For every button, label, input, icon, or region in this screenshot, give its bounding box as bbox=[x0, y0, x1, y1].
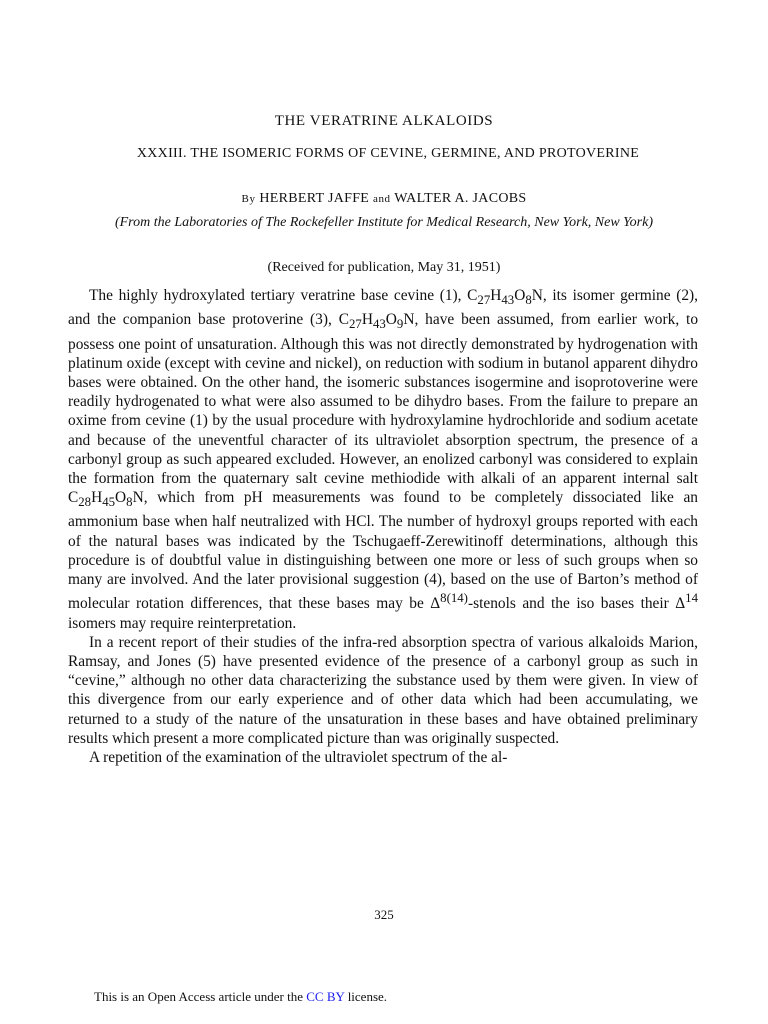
article-title: THE VERATRINE ALKALOIDS bbox=[274, 113, 494, 129]
license-suffix: license. bbox=[347, 989, 388, 1004]
article-body bbox=[68, 286, 698, 767]
by-label: By bbox=[241, 193, 256, 205]
author-jaffe: HERBERT JAFFE bbox=[259, 191, 370, 206]
paragraph-1: The highly hydroxylated tertiary veratrine base cevine (1), $C_{27}H_{43}O_8N$, its isomer germine (2), and the companion base protoverine (3), $C_{27}H_{43}O_9N$, have been assumed, from earlier work, to possess one point of unsaturation. Although this was not directly demonstrated by hydrogenation with platinum oxide (except with cevine and nickel), on reduction with sodium in butanol apparent dihydro bases were obtained. On the other hand, the isomeric substances isogermine and isoprotoverine were readily hydrogenated to what were also assumed to be dihydro bases. From the failure to prepare an oxime from cevine (1) by the usual procedure with hydroxylamine hydrochloride and sodium acetate and because of the uneventful character of its ultraviolet absorption spectrum, the presence of a carbonyl group as such appeared excluded. However, an enolized carbonyl was considered to explain the formation from the quaternary salt cevine methiodide with alkali of an apparent internal salt $C_{28}H_{45}O_8N$, which from pH measurements was found to be completely dissociated like an ammonium base when half neutralized with HCl. The number of hydroxyl groups reported with each of the natural bases was indicated by the Tschugaeff-Zerewitinoff determinations, although this procedure is of doubtful value in distinguishing between one more or less of such groups when so many are involved. And the later provisional suggestion (4), based on the use of Barton’s method of molecular rotation differences, that these bases may be $\Delta^{8(14)}$-stenols and the iso bases their $\Delta^{14}$ isomers may require reinterpretation. bbox=[68, 287, 699, 632]
author-jacobs: WALTER A. JACOBS bbox=[394, 191, 527, 206]
cc-by-link[interactable]: CC BY bbox=[306, 989, 345, 1004]
paragraph-2: In a recent report of their studies of the infra-red absorption spectra of various alkaloids Marion, Ramsay, and Jones (5) have presented evidence of the presence of a carbonyl group as such in “cevine,” although no other data characterizing the substance used by them were given. In view of this divergence from our early experience and of other data which had been accumulating, we returned to a study of the nature of the unsaturation in these bases and have obtained preliminary results which present a more complicated picture than was originally suspected. bbox=[68, 633, 698, 747]
author-line bbox=[0, 191, 768, 207]
license-text: This is an Open Access article under the bbox=[94, 989, 304, 1004]
affiliation: (From the Laboratories of The Rockefeller Institute for Medical Research, New York, New York) bbox=[114, 215, 654, 230]
article-subtitle: XXXIII. THE ISOMERIC FORMS OF CEVINE, GERMINE, AND PROTOVERINE bbox=[136, 146, 640, 161]
received-date: (Received for publication, May 31, 1951) bbox=[267, 260, 501, 275]
page-number: 325 bbox=[374, 907, 394, 922]
license-footer bbox=[94, 989, 387, 1005]
and-label: and bbox=[372, 193, 391, 205]
paragraph-3: A repetition of the examination of the ultraviolet spectrum of the al- bbox=[89, 749, 508, 767]
